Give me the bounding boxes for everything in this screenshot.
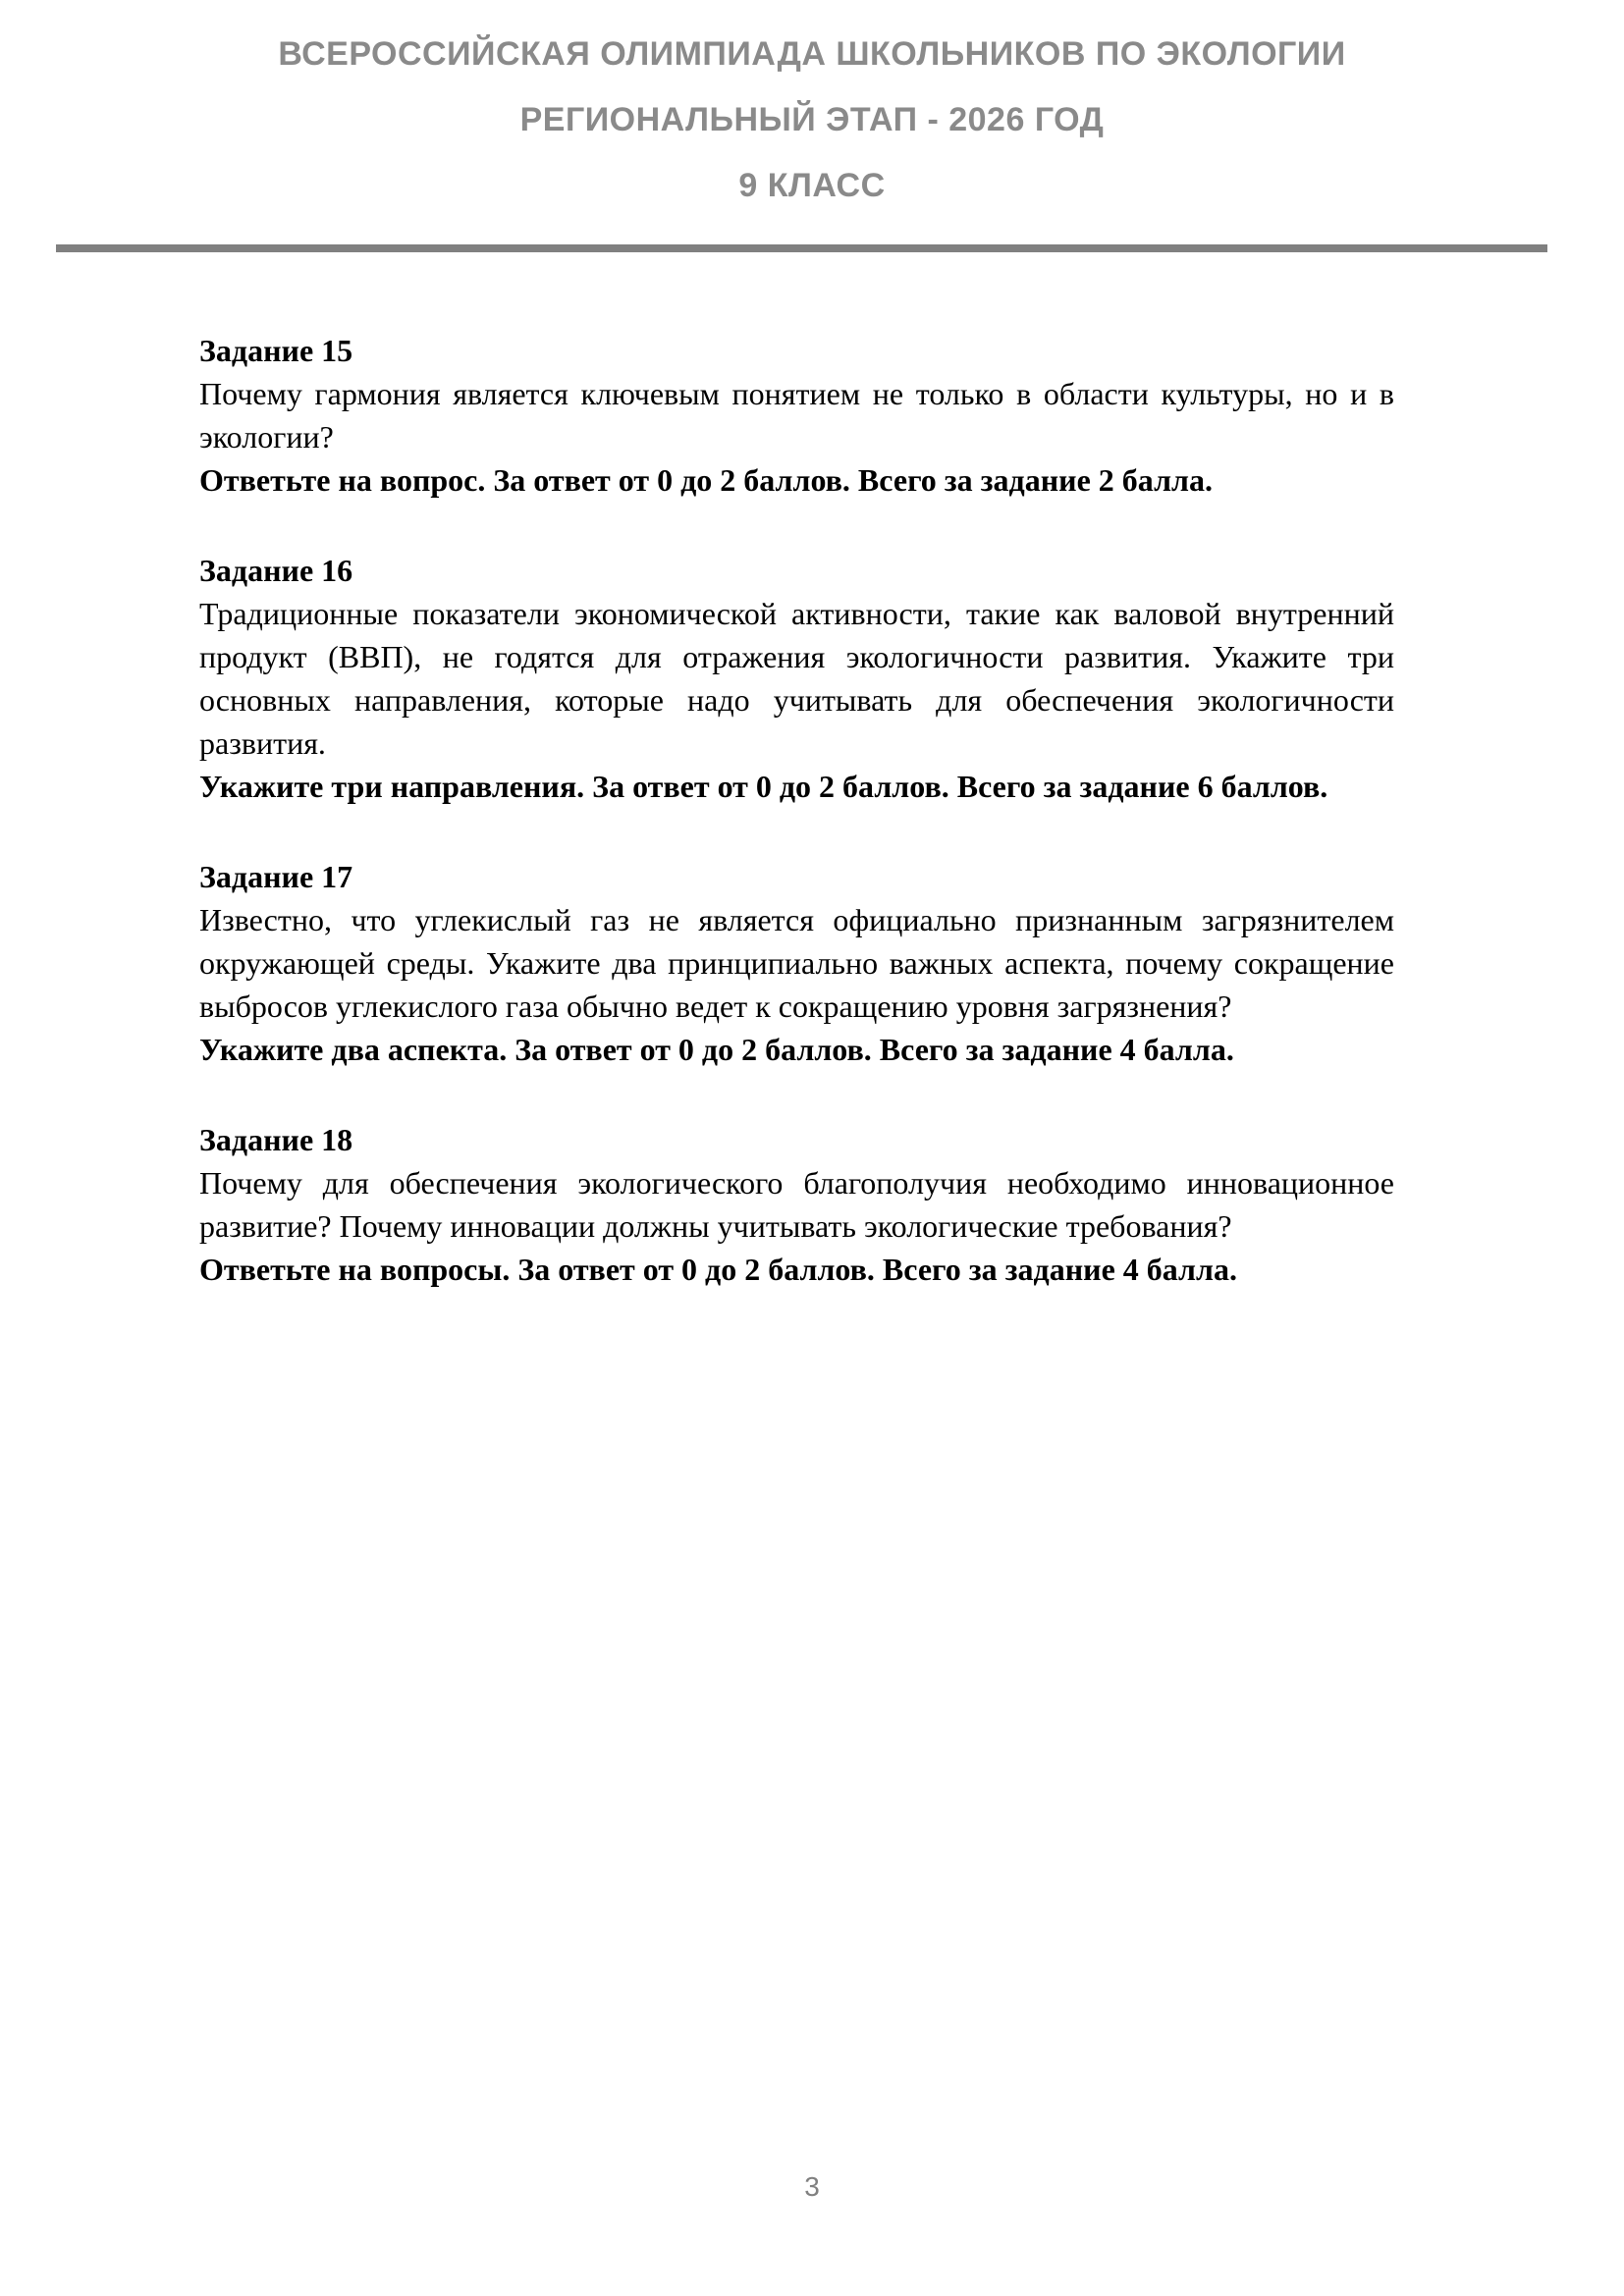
task-16-title: Задание 16: [199, 553, 353, 588]
task-15-score: Ответьте на вопрос. За ответ от 0 до 2 баллов. Всего за задание 2 балла.: [199, 462, 1213, 498]
task-17-score: Укажите два аспекта. За ответ от 0 до 2 баллов. Всего за задание 4 балла.: [199, 1032, 1234, 1067]
task-16-score: Укажите три направления. За ответ от 0 до 2 баллов. Всего за задание 6 баллов.: [199, 769, 1328, 804]
task-18: [199, 1118, 1394, 1291]
document-header: [0, 0, 1624, 219]
task-16: [199, 549, 1394, 808]
doc-title-line-2: РЕГИОНАЛЬНЫЙ ЭТАП - 2026 ГОД: [519, 101, 1105, 138]
task-18-body: Почему для обеспечения экологического благополучия необходимо инновационное развитие? Почему инновации должны учитывать экологические требования?: [199, 1165, 1394, 1244]
task-16-body: Традиционные показатели экономической активности, такие как валовой внутренний продукт (ВВП), не годятся для отражения экологичности развития. Укажите три основных направления, которые надо учитывать для обеспечения экологичности развития.: [199, 596, 1394, 761]
task-15: [199, 329, 1394, 502]
tasks-section: [199, 329, 1394, 1291]
header-divider: [56, 244, 1547, 252]
task-15-body: Почему гармония является ключевым понятием не только в области культуры, но и в экологии?: [199, 376, 1394, 454]
doc-title-line-1: ВСЕРОССИЙСКАЯ ОЛИМПИАДА ШКОЛЬНИКОВ ПО ЭКОЛОГИИ: [278, 35, 1346, 73]
page-footer: [0, 2171, 1624, 2203]
task-15-title: Задание 15: [199, 333, 353, 368]
page-number: 3: [804, 2171, 820, 2202]
task-18-title: Задание 18: [199, 1122, 353, 1157]
task-17-body: Известно, что углекислый газ не является официально признанным загрязнителем окружающей среды. Укажите два принципиально важных аспекта, почему сокращение выбросов углекислого газа обычно ведет к сокращению уровня загрязнения?: [199, 902, 1394, 1024]
doc-title-line-3: 9 КЛАСС: [738, 167, 886, 204]
task-17-title: Задание 17: [199, 859, 353, 894]
task-18-score: Ответьте на вопросы. За ответ от 0 до 2 баллов. Всего за задание 4 балла.: [199, 1252, 1237, 1287]
task-17: [199, 855, 1394, 1071]
